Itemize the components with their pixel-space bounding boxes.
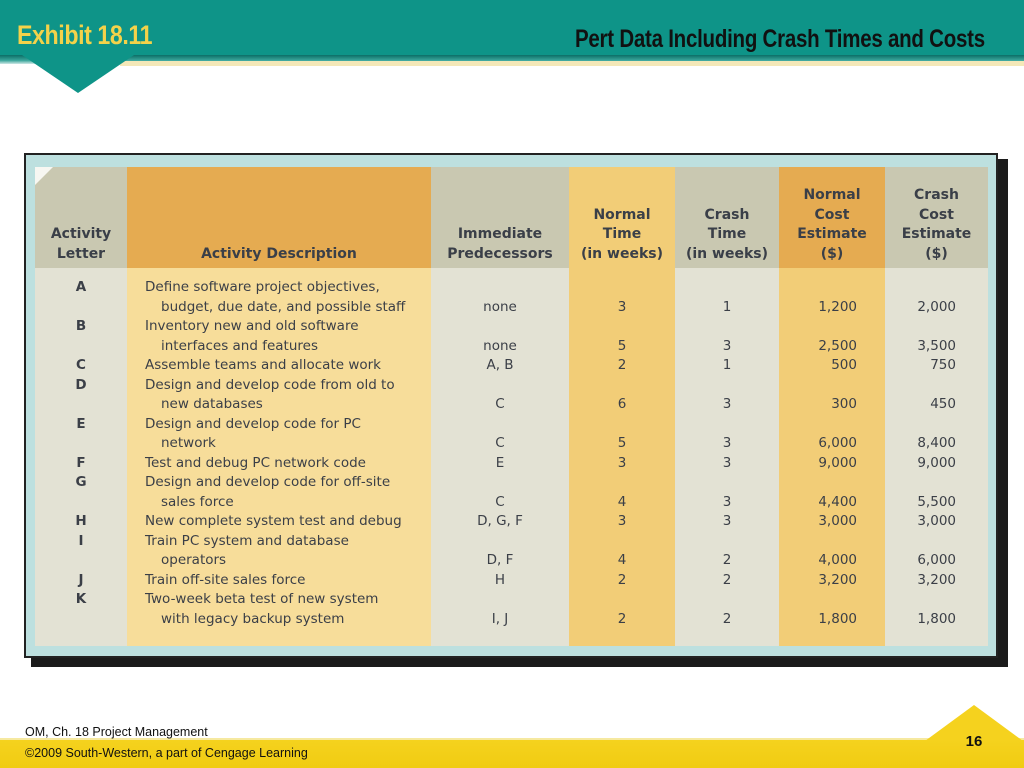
activity-letter: A (75, 279, 87, 295)
crash-time: 2 (722, 610, 732, 627)
activity-description: network (161, 435, 216, 451)
header-normal-cost-line: Estimate (797, 226, 867, 242)
normal-time: 6 (617, 396, 627, 412)
normal-cost: 2,500 (818, 337, 857, 354)
immediate-predecessors: none (483, 337, 517, 354)
immediate-predecessors: C (495, 493, 505, 510)
crash-time: 3 (722, 454, 732, 471)
header-crash-cost-line: Cost (919, 206, 954, 223)
header-immediate-predecessors-line: Predecessors (447, 245, 553, 262)
normal-cost: 3,000 (818, 513, 857, 529)
crash-cost: 2,000 (917, 298, 956, 315)
activity-description: Design and develop code for off-site (145, 474, 391, 490)
normal-cost: 6,000 (818, 435, 857, 451)
immediate-predecessors: D, F (486, 552, 514, 568)
normal-cost: 3,200 (818, 571, 857, 588)
activity-letter: G (75, 474, 87, 490)
activity-description: new databases (161, 396, 263, 412)
normal-time: 5 (617, 337, 627, 354)
table-corner-fold (35, 167, 53, 185)
pert-data-table (35, 167, 988, 646)
footer-copyright: ©2009 South-Western, a part of Cengage Learning (25, 746, 308, 760)
normal-time: 5 (617, 435, 627, 451)
activity-letter: D (75, 376, 87, 393)
activity-description: Design and develop code from old to (145, 376, 395, 393)
header-crash-cost-line: ($) (925, 245, 948, 262)
immediate-predecessors: C (495, 435, 505, 451)
header-activity-letter-line: Letter (56, 245, 106, 262)
activity-description: Train off-site sales force (145, 571, 306, 588)
activity-letter: B (75, 318, 87, 334)
crash-cost: 3,000 (917, 513, 956, 529)
header-normal-cost-line: Normal (803, 187, 861, 203)
activity-letter: K (75, 591, 87, 607)
header-immediate-predecessors-line: Immediate (457, 226, 543, 242)
header-normal-cost-line: ($) (820, 245, 844, 262)
header-normal-cost-line: Cost (814, 206, 850, 223)
normal-time: 2 (617, 571, 627, 588)
header-crash-time-line: Time (707, 226, 747, 242)
activity-letter: F (76, 454, 86, 471)
activity-description: New complete system test and debug (145, 513, 402, 529)
crash-time: 3 (722, 513, 732, 529)
immediate-predecessors: I, J (491, 610, 509, 627)
normal-time: 2 (617, 357, 627, 373)
header-normal-time-line: Time (602, 226, 642, 242)
activity-description: Define software project objectives, (145, 279, 380, 295)
crash-cost: 9,000 (917, 454, 956, 471)
slide-title: Pert Data Including Crash Times and Costs (575, 25, 985, 53)
crash-cost: 3,500 (917, 337, 956, 354)
exhibit-label: Exhibit 18.11 (17, 20, 153, 50)
normal-time: 2 (617, 610, 627, 627)
normal-time: 4 (617, 552, 627, 568)
normal-cost: 4,400 (818, 493, 857, 510)
normal-cost: 1,800 (818, 610, 857, 627)
activity-letter: H (75, 513, 87, 529)
page-number: 16 (965, 733, 983, 750)
immediate-predecessors: H (494, 571, 506, 588)
activity-description: Assemble teams and allocate work (145, 357, 381, 373)
normal-cost: 1,200 (818, 298, 857, 315)
activity-description: operators (161, 552, 227, 568)
crash-cost: 3,200 (917, 571, 956, 588)
crash-cost: 8,400 (917, 435, 956, 451)
crash-cost: 6,000 (917, 552, 956, 568)
crash-time: 3 (722, 396, 732, 412)
activity-description: with legacy backup system (161, 610, 345, 627)
normal-time: 4 (617, 493, 627, 510)
crash-time: 2 (722, 571, 732, 588)
crash-cost: 450 (930, 396, 956, 412)
crash-time: 2 (722, 552, 732, 568)
activity-letter: I (78, 532, 84, 549)
header-crash-cost-line: Crash (914, 187, 959, 203)
activity-description: Inventory new and old software (145, 318, 359, 334)
activity-letter: C (76, 357, 86, 373)
normal-time: 3 (617, 298, 627, 315)
crash-time: 1 (722, 298, 732, 315)
activity-description: Two-week beta test of new system (145, 591, 379, 607)
header-accent-line (120, 61, 1024, 66)
crash-cost: 5,500 (917, 493, 956, 510)
activity-description: budget, due date, and possible staff (161, 298, 406, 315)
normal-time: 3 (617, 513, 627, 529)
crash-time: 1 (722, 357, 732, 373)
footer-course-label: OM, Ch. 18 Project Management (25, 725, 208, 739)
activity-description: sales force (161, 493, 234, 510)
header-activity-description-line: Activity Description (201, 245, 357, 262)
normal-cost: 500 (831, 357, 857, 373)
normal-cost: 9,000 (818, 454, 857, 471)
header-crash-time-line: (in weeks) (685, 245, 768, 262)
header-activity-letter-line: Activity (50, 226, 112, 242)
normal-cost: 4,000 (818, 552, 857, 568)
normal-cost: 300 (831, 396, 857, 412)
activity-description: interfaces and features (161, 337, 318, 354)
normal-time: 3 (617, 454, 627, 471)
crash-cost: 1,800 (917, 610, 956, 627)
crash-cost: 750 (930, 357, 956, 373)
crash-time: 3 (722, 493, 732, 510)
activity-letter: E (76, 415, 86, 432)
immediate-predecessors: A, B (486, 357, 514, 373)
immediate-predecessors: C (495, 396, 505, 412)
header-crash-time-line: Crash (704, 206, 750, 223)
header-pointer-triangle (22, 55, 134, 93)
immediate-predecessors: none (483, 298, 517, 315)
header-crash-cost-line: Estimate (901, 226, 972, 242)
activity-description: Test and debug PC network code (145, 454, 366, 471)
activity-description: Design and develop code for PC (145, 415, 361, 432)
activity-description: Train PC system and database (145, 532, 349, 549)
crash-time: 3 (722, 337, 732, 354)
header-normal-time-line: Normal (593, 206, 651, 223)
immediate-predecessors: E (495, 454, 505, 471)
header-normal-time-line: (in weeks) (580, 245, 663, 262)
immediate-predecessors: D, G, F (477, 513, 523, 529)
activity-letter: J (78, 571, 84, 588)
crash-time: 3 (722, 435, 732, 451)
